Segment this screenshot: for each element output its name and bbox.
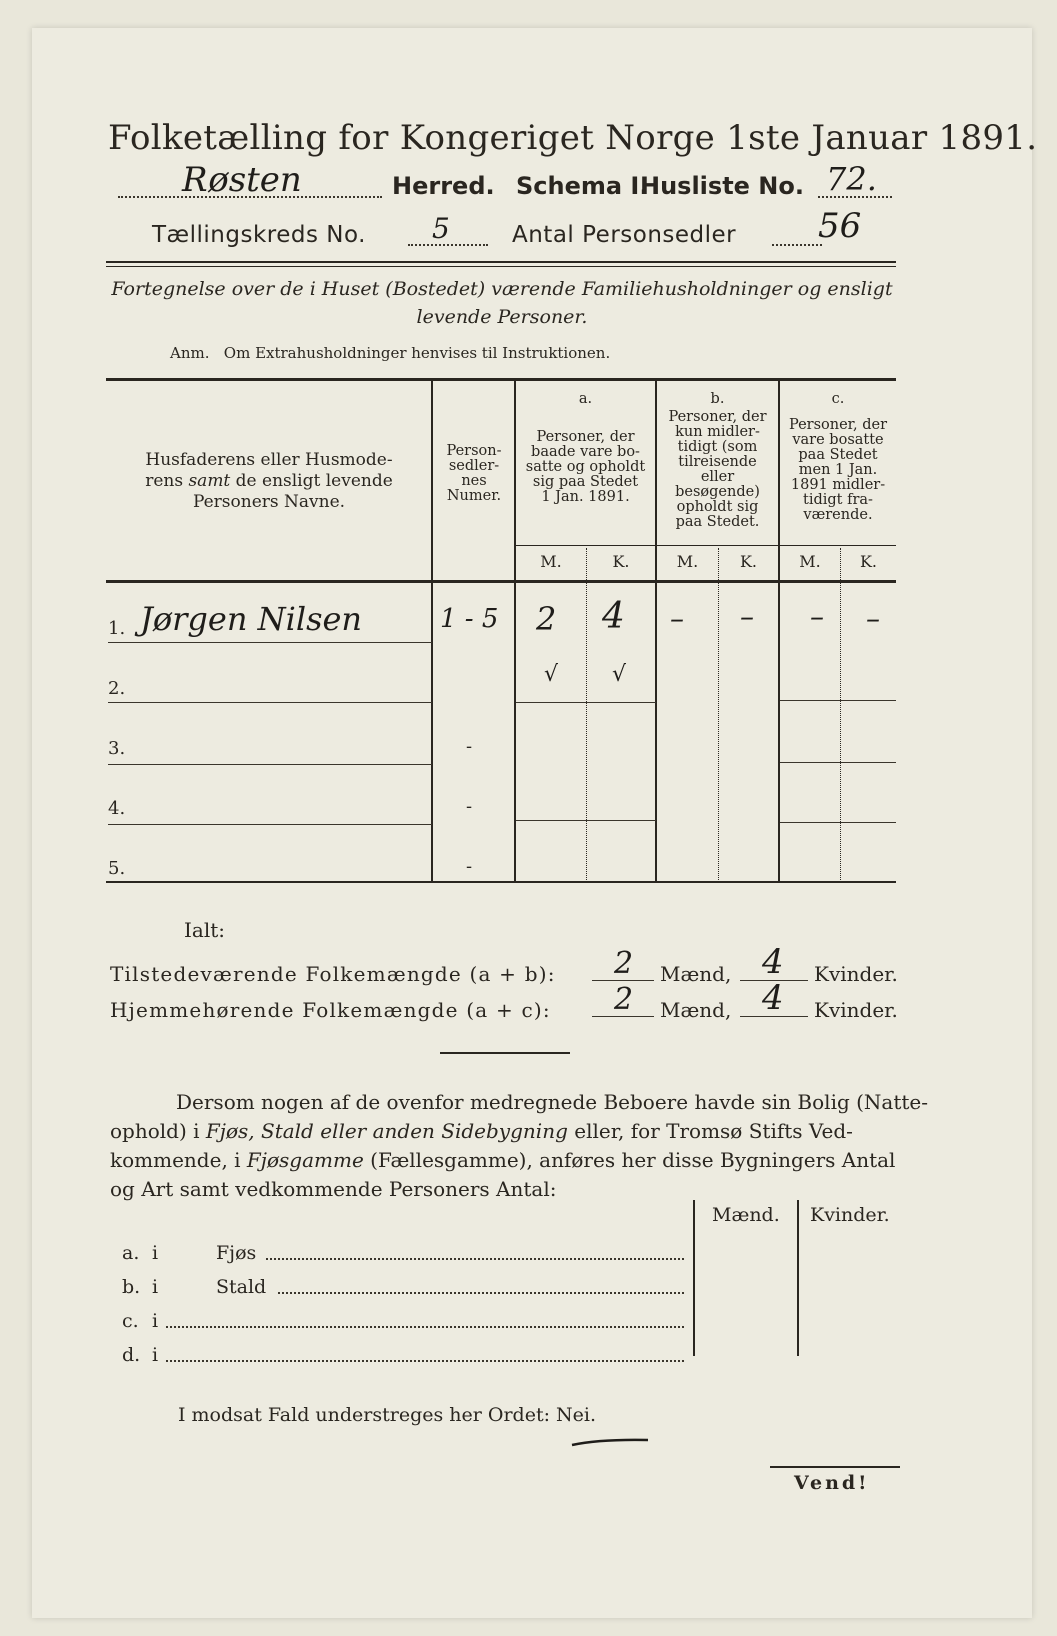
col-header-names-l2c: de ensligt levende: [230, 471, 393, 491]
col-header-b: [657, 410, 778, 530]
building-d-dotted-line: [166, 1360, 684, 1362]
col-header-a-l5: 1 Jan. 1891.: [541, 489, 630, 505]
building-c-dotted-line: [166, 1326, 684, 1328]
col-b-k-label: K.: [739, 552, 758, 571]
row1-a-m: 2: [536, 600, 557, 638]
row5-number: 5.: [108, 858, 126, 879]
row3-number: 3.: [108, 738, 126, 759]
row5-numer: -: [466, 856, 473, 877]
personsedler-dotted-line: [772, 244, 822, 246]
nei-underline-stroke: [570, 1432, 650, 1442]
col-header-b-l8: paa Stedet.: [675, 514, 760, 530]
col-header-c: [780, 418, 896, 523]
col-header-c-letter: c.: [831, 391, 845, 407]
row2-a-m: √: [544, 662, 559, 687]
row3-numer: -: [466, 736, 473, 757]
col-header-c-l2: vare bosatte: [792, 432, 884, 448]
buildings-paragraph-l3: [110, 1146, 900, 1175]
building-d-letter: d.: [122, 1344, 141, 1366]
totals-line2-m: 2: [614, 982, 634, 1017]
col-header-b-l1: Personer, der: [668, 409, 767, 425]
col-header-b-l3: tidigt (som: [677, 439, 758, 455]
col-header-numer-l2: sedler-: [448, 458, 500, 474]
row2-underline-a: [516, 702, 656, 703]
col-header-c-l6: tidigt fra-: [803, 492, 873, 508]
buildings-paragraph-l3b: Fjøsgamme: [246, 1148, 364, 1172]
annotation-note: Anm. Om Extrahusholdninger henvises til Instruktionen.: [170, 344, 611, 362]
totals-line2-label: Hjemmehørende Folkemængde (a + c):: [110, 998, 551, 1022]
col-header-numer-l4: Numer.: [446, 488, 502, 504]
husliste-label: Husliste No.: [640, 172, 804, 200]
col-a-k-label: K.: [612, 552, 630, 571]
building-b-i: i: [152, 1276, 159, 1298]
ialt-label: Ialt:: [184, 918, 225, 942]
husliste-value: 72.: [826, 160, 877, 198]
buildings-paragraph-l3c: (Fællesgamme), anføres her disse Bygningers Antal: [363, 1148, 896, 1172]
herred-label: Herred.: [392, 172, 495, 200]
schema-label: Schema I.: [516, 172, 649, 200]
row4-numer: -: [466, 796, 473, 817]
buildings-paragraph-l1: Dersom nogen af de ovenfor medregnede Beboere havde sin Bolig (Natte-: [176, 1090, 929, 1114]
totals-line1-m: 2: [614, 946, 634, 981]
buildings-paragraph-l2c: eller, for Tromsø Stifts Ved-: [567, 1119, 853, 1143]
building-a-letter: a.: [122, 1242, 140, 1264]
totals-line2-k: 4: [762, 978, 784, 1018]
col-header-c-l5: 1891 midler-: [790, 477, 886, 493]
col-header-names-l3: Personers Navne.: [192, 492, 346, 512]
row2-a-k: √: [612, 662, 627, 687]
row1-underline: [108, 642, 432, 643]
row3-underline-c: [780, 762, 896, 763]
buildings-paragraph: [110, 1088, 929, 1204]
subtitle-line2: levende Personer.: [416, 306, 588, 328]
row4-number: 4.: [108, 798, 126, 819]
building-b-dotted-line: [278, 1292, 684, 1294]
totals-line1-label: Tilstedeværende Folkemængde (a + b):: [110, 962, 556, 986]
building-c-i: i: [152, 1310, 159, 1332]
row2-underline-c: [780, 700, 896, 701]
vend-label: Vend!: [794, 1472, 870, 1494]
building-b-letter: b.: [122, 1276, 141, 1298]
col-header-a: [516, 430, 655, 505]
row1-c-k: –: [866, 602, 880, 635]
col-header-b-letter: b.: [710, 391, 725, 407]
col-header-c-l7: værende.: [803, 507, 873, 523]
col-header-numer: [434, 444, 514, 504]
buildings-paragraph-l4: og Art samt vedkommende Personers Antal:: [110, 1177, 557, 1201]
personsedler-value: 56: [818, 206, 862, 246]
building-d-i: i: [152, 1344, 159, 1366]
header-rule-bottom: [106, 266, 896, 267]
row1-b-m: –: [670, 602, 684, 635]
row1-numer: 1 - 5: [440, 604, 499, 634]
buildings-paragraph-l2: [110, 1117, 900, 1146]
kreds-label: Tællingskreds No.: [152, 222, 366, 248]
col-header-a-l1: Personer, der: [536, 429, 635, 445]
building-b-label: Stald: [216, 1276, 267, 1298]
col-header-names-l2a: rens: [145, 471, 189, 491]
col-header-a-l2: baade vare bo-: [531, 444, 640, 460]
mk-header-rule: [516, 545, 896, 546]
col-header-b-l6: besøgende): [675, 484, 760, 500]
form-title: Folketælling for Kongeriget Norge 1ste Januar 1891.: [108, 118, 1038, 158]
col-header-b-l7: opholdt sig: [676, 499, 759, 515]
row1-c-m: –: [810, 600, 824, 633]
totals-line2-maend: Mænd,: [660, 998, 732, 1022]
col-header-numer-l3: nes: [461, 473, 487, 489]
subtitle-line1: Fortegnelse over de i Huset (Bostedet) værende Familiehusholdninger og ensligt: [111, 278, 893, 300]
row1-number: 1.: [108, 618, 126, 639]
col-header-a-l4: sig paa Stedet: [532, 474, 639, 490]
col-header-names: [110, 450, 428, 513]
kreds-value: 5: [432, 212, 450, 245]
col-header-names-l2b: samt: [188, 471, 231, 491]
col-header-numer-l1: Person-: [446, 443, 502, 459]
col-header-b-l2: kun midler-: [675, 424, 760, 440]
col-header-c-l4: men 1 Jan.: [798, 462, 878, 478]
building-c-letter: c.: [122, 1310, 139, 1332]
col-c-k-label: K.: [859, 552, 878, 571]
row2-underline: [108, 702, 432, 703]
col-divider-names: [431, 380, 433, 882]
col-a-m-label: M.: [540, 552, 562, 571]
row1-name: Jørgen Nilsen: [140, 600, 363, 638]
row1-b-k: –: [740, 600, 754, 633]
col-header-names-l2: [110, 471, 428, 492]
totals-line2-kvinder: Kvinder.: [814, 998, 898, 1022]
col-header-a-l3: satte og opholdt: [525, 459, 646, 475]
col-divider-c-mk: [840, 548, 841, 882]
vend-rule: [770, 1466, 900, 1468]
col-divider-a-mk: [586, 548, 587, 882]
buildings-col-divider-1: [693, 1200, 695, 1356]
buildings-paragraph-l2a: ophold) i: [110, 1119, 206, 1143]
buildings-paragraph-l3a: kommende, i: [110, 1148, 247, 1172]
buildings-paragraph-l2b: Fjøs, Stald eller anden Sidebygning: [205, 1119, 568, 1143]
row1-a-k: 4: [602, 596, 625, 637]
building-a-i: i: [152, 1242, 159, 1264]
row4-underline: [108, 824, 432, 825]
buildings-col-divider-2: [797, 1200, 799, 1356]
col-header-names-l1: Husfaderens eller Husmode-: [145, 450, 393, 470]
building-a-label: Fjøs: [216, 1242, 257, 1264]
col-header-c-l1: Personer, der: [788, 417, 888, 433]
totals-line1-k: 4: [762, 942, 784, 982]
col-c-m-label: M.: [799, 552, 821, 571]
modsat-fald-text: I modsat Fald understreges her Ordet: Nei.: [178, 1404, 597, 1426]
row4-underline-c: [780, 822, 896, 823]
row3-underline: [108, 764, 432, 765]
col-header-a-letter: a.: [578, 391, 593, 407]
col-divider-b-mk: [718, 548, 719, 882]
buildings-maend-header: Mænd.: [712, 1204, 780, 1226]
header-rule-top: [106, 261, 896, 263]
col-header-c-l3: paa Stedet: [798, 447, 878, 463]
section-divider: [440, 1052, 570, 1054]
col-header-b-l4: tilreisende: [678, 454, 757, 470]
buildings-kvinder-header: Kvinder.: [810, 1204, 890, 1226]
totals-line1-maend: Mænd,: [660, 962, 732, 986]
building-a-dotted-line: [266, 1258, 684, 1260]
row4-underline-a: [516, 820, 656, 821]
col-b-m-label: M.: [676, 552, 699, 571]
row2-number: 2.: [108, 678, 126, 699]
totals-line1-kvinder: Kvinder.: [814, 962, 898, 986]
personsedler-label: Antal Personsedler: [512, 222, 737, 248]
herred-value: Røsten: [182, 160, 302, 200]
col-header-b-l5: eller: [700, 469, 735, 485]
